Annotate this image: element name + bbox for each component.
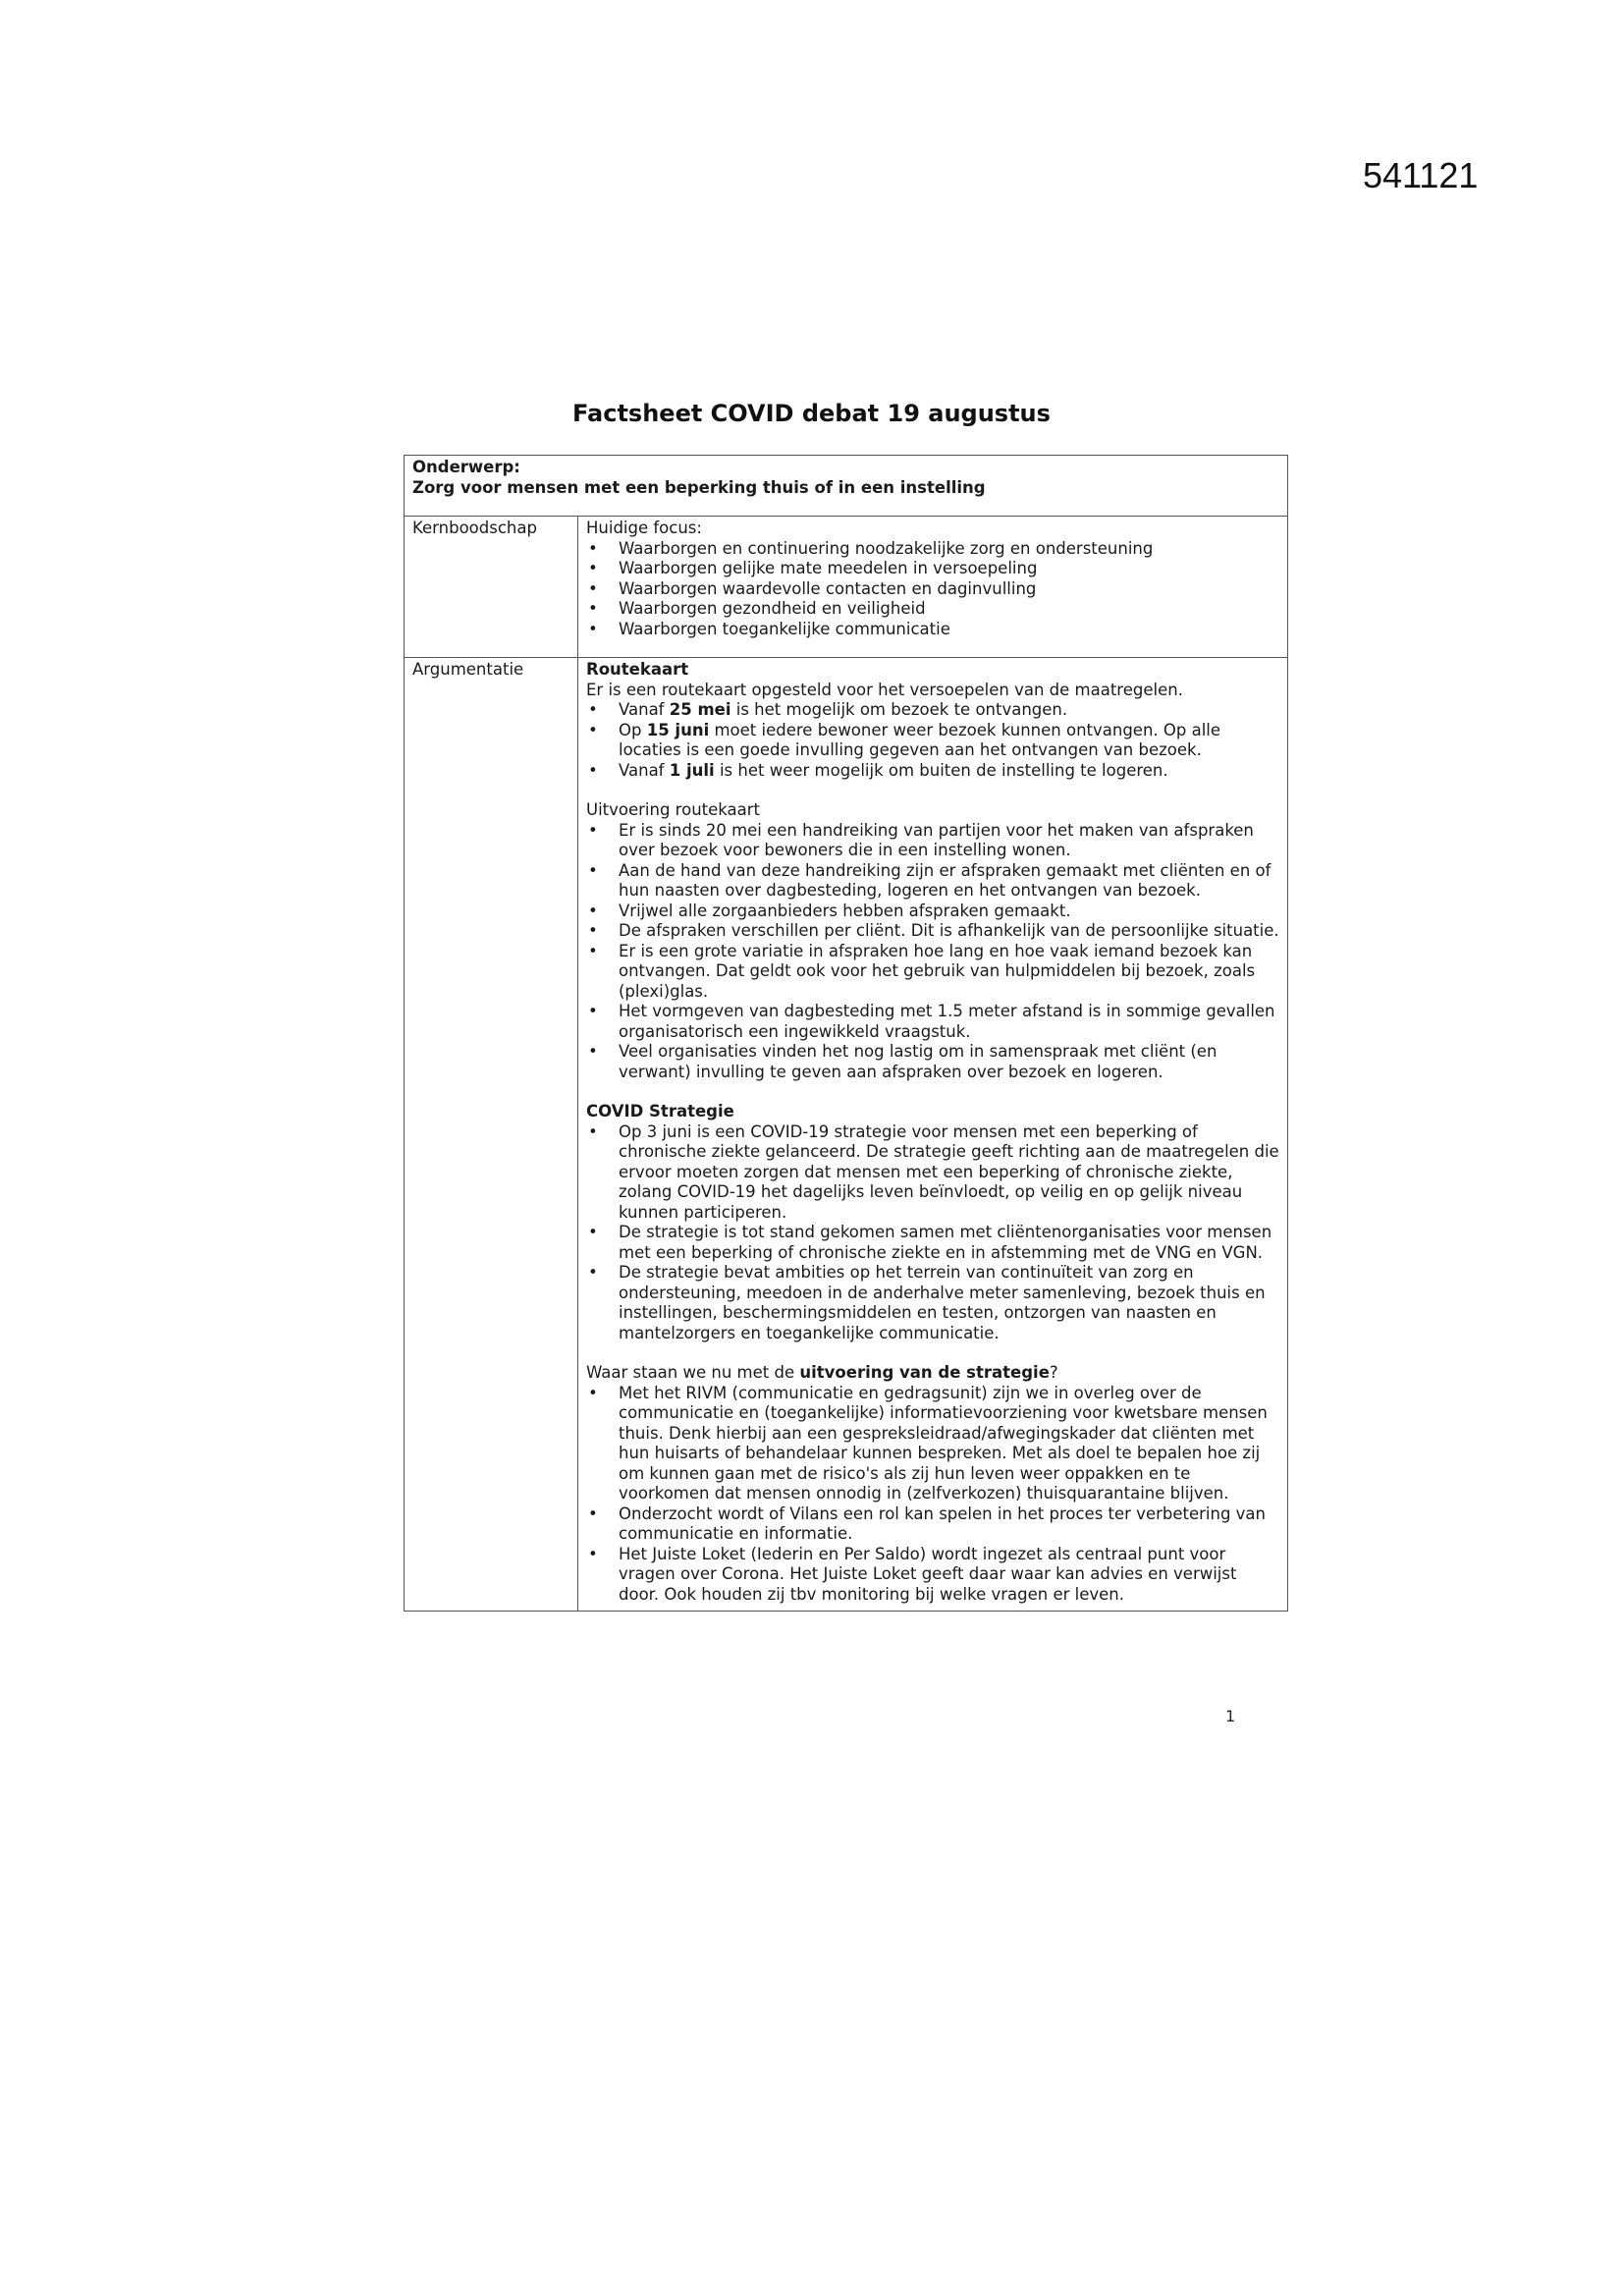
heading-emphasis: uitvoering van de strategie: [799, 1363, 1050, 1382]
kernboodschap-row: [405, 517, 1288, 658]
list-item: • De afspraken verschillen per cliënt. Dit is afhankelijk van de persoonlijke situatie.: [586, 921, 1279, 942]
subject-row: [405, 456, 1288, 517]
subject-label: Onderwerp:: [412, 458, 520, 476]
kernboodschap-intro: Huidige focus:: [586, 519, 702, 537]
list-item: • Vrijwel alle zorgaanbieders hebben afspraken gemaakt.: [586, 902, 1279, 922]
list-item: • Er is sinds 20 mei een handreiking van partijen voor het maken van afspraken over bezoek voor bewoners die in een instelling wonen.: [586, 821, 1279, 861]
list-item: • Er is een grote variatie in afspraken hoe lang en hoe vaak iemand bezoek kan ontvangen. Dat geldt ook voor het gebruik van hulpmiddelen bij bezoek, zoals (plexi)glas.: [586, 942, 1279, 1003]
strategie-list: [586, 1122, 1279, 1344]
list-item: • Aan de hand van deze handreiking zijn er afspraken gemaakt met cliënten en of hun naasten over dagbesteding, logeren en het ontvangen van bezoek.: [586, 861, 1279, 902]
item-text: is het mogelijk om bezoek te ontvangen.: [730, 700, 1068, 719]
item-text: Vanaf: [619, 760, 670, 780]
document-number: 541121: [1363, 155, 1479, 195]
strategie-title: COVID Strategie: [586, 1102, 734, 1121]
item-text: Op: [619, 720, 647, 739]
spacer: [586, 1343, 1279, 1363]
item-text: moet iedere bewoner weer bezoek kunnen ontvangen. Op alle locaties is een goede invulling gegeven aan het ontvangen van bezoek.: [619, 720, 1221, 759]
argumentatie-label: Argumentatie: [405, 658, 578, 1612]
subject-text: Zorg voor mensen met een beperking thuis of in een instelling: [412, 477, 986, 497]
routekaart-title: Routekaart: [586, 660, 689, 679]
list-item: [586, 761, 1279, 782]
routekaart-list: [586, 700, 1279, 781]
item-date: 25 mei: [669, 700, 731, 719]
waar-staan-list: [586, 1384, 1279, 1606]
uitvoering-list: [586, 821, 1279, 1083]
list-item: • Het Juiste Loket (Iederin en Per Saldo) wordt ingezet als centraal punt voor vragen over Corona. Het Juiste Loket geeft daar waar kan advies en verwijst door. Ook houden zij tbv monitoring bij welke vragen er leven.: [586, 1545, 1279, 1606]
factsheet-table: [404, 455, 1288, 1612]
spacer: [586, 781, 1279, 800]
page-number: 1: [1225, 1707, 1236, 1725]
list-item: [586, 721, 1279, 761]
waar-staan-title: [586, 1363, 1279, 1384]
argumentatie-row: [405, 658, 1288, 1612]
list-item: [586, 700, 1279, 721]
item-date: 15 juni: [646, 720, 710, 739]
routekaart-intro: Er is een routekaart opgesteld voor het versoepelen van de maatregelen.: [586, 680, 1183, 699]
list-item: • Waarborgen toegankelijke communicatie: [586, 620, 1279, 640]
heading-text: Waar staan we nu met de: [586, 1363, 800, 1382]
list-item: • Op 3 juni is een COVID-19 strategie voor mensen met een beperking of chronische ziekte gelanceerd. De strategie geeft richting aan de maatregelen die ervoor moeten zorgen dat mensen met een beperking of chronische ziekte, zolang COVID-19 het dagelijks leven beïnvloedt, op veilig en op gelijk niveau kunnen participeren.: [586, 1122, 1279, 1224]
list-item: • Waarborgen waardevolle contacten en daginvulling: [586, 579, 1279, 600]
list-item: • Onderzocht wordt of Vilans een rol kan spelen in het proces ter verbetering van communicatie en informatie.: [586, 1504, 1279, 1545]
item-text: Vanaf: [619, 700, 670, 719]
list-item: • Waarborgen en continuering noodzakelijke zorg en ondersteuning: [586, 539, 1279, 560]
list-item: • De strategie is tot stand gekomen samen met cliëntenorganisaties voor mensen met een beperking of chronische ziekte en in afstemming met de VNG en VGN.: [586, 1223, 1279, 1263]
kernboodschap-list: [586, 539, 1279, 640]
kernboodschap-label: Kernboodschap: [405, 517, 578, 658]
list-item: • Waarborgen gelijke mate meedelen in versoepeling: [586, 559, 1279, 579]
list-item: • Veel organisaties vinden het nog lastig om in samenspraak met cliënt (en verwant) invulling te geven aan afspraken over bezoek en logeren.: [586, 1042, 1279, 1082]
item-date: 1 juli: [669, 760, 715, 780]
list-item: • Waarborgen gezondheid en veiligheid: [586, 599, 1279, 620]
page-title: Factsheet COVID debat 19 augustus: [572, 400, 1051, 427]
list-item: • De strategie bevat ambities op het terrein van continuïteit van zorg en ondersteuning, meedoen in de anderhalve meter samenleving, bezoek thuis en instellingen, beschermingsmiddelen en testen, ontzorgen van naasten en mantelzorgers en toegankelijke communicatie.: [586, 1263, 1279, 1343]
kernboodschap-content: [578, 517, 1288, 658]
argumentatie-content: [578, 658, 1288, 1612]
heading-text: ?: [1049, 1363, 1058, 1382]
subject-cell: [405, 456, 1288, 517]
uitvoering-title: Uitvoering routekaart: [586, 800, 761, 819]
list-item: • Het vormgeven van dagbesteding met 1.5 meter afstand is in sommige gevallen organisatorisch een ingewikkeld vraagstuk.: [586, 1002, 1279, 1042]
item-text: is het weer mogelijk om buiten de instelling te logeren.: [714, 760, 1168, 780]
list-item: • Met het RIVM (communicatie en gedragsunit) zijn we in overleg over de communicatie en (toegankelijke) informatievoorziening voor kwetsbare mensen thuis. Denk hierbij aan een gespreksleidraad/afwegingskader dat cliënten met hun huisarts of behandelaar kunnen bespreken. Met als doel te bepalen hoe zij om kunnen gaan met de risico's als zij hun leven weer oppakken en te voorkomen dat mensen onnodig in (zelfverkozen) thuisquarantaine blijven.: [586, 1384, 1279, 1504]
spacer: [586, 1082, 1279, 1102]
